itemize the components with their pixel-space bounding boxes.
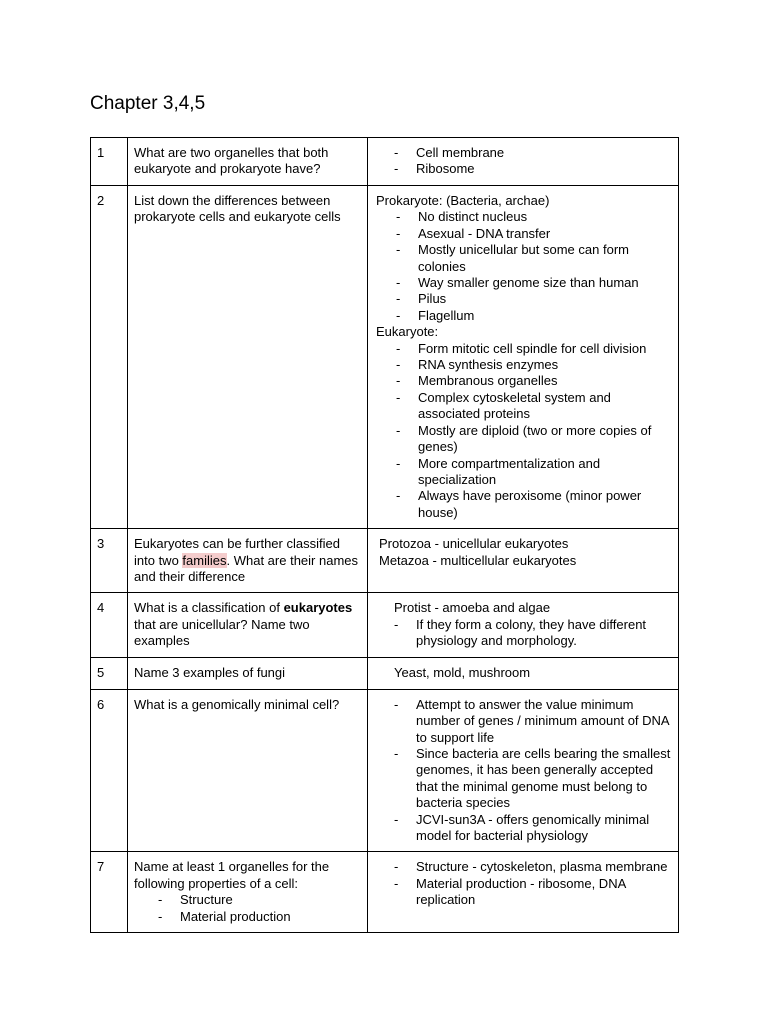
list-item: - Way smaller genome size than human xyxy=(396,275,672,291)
list-item: - Cell membrane xyxy=(394,145,672,161)
row-number: 2 xyxy=(91,186,128,529)
question-table xyxy=(90,137,679,933)
list-item: - Pilus xyxy=(396,291,672,307)
question-cell xyxy=(128,529,368,593)
list-item: - More compartmentalization and specialization xyxy=(396,456,672,489)
question-text: Name at least 1 organelles for the following properties of a cell: xyxy=(134,859,330,891)
question-cell: What is a genomically minimal cell? xyxy=(128,689,368,852)
list-item: - Attempt to answer the value minimum number of genes / minimum amount of DNA to support life xyxy=(394,697,672,746)
answer-cell xyxy=(368,529,679,593)
answer-cell xyxy=(368,138,679,186)
answer-cell xyxy=(368,852,679,933)
page-title: Chapter 3,4,5 xyxy=(90,93,206,114)
answer-line: Metazoa - multicellular eukaryotes xyxy=(379,552,577,568)
table-row xyxy=(91,186,679,529)
group-heading: Eukaryote: xyxy=(376,324,439,340)
list-item: - Mostly unicellular but some can form colonies xyxy=(396,242,672,275)
list-item: - Material production xyxy=(158,909,361,925)
list-item: - Mostly are diploid (two or more copies of genes) xyxy=(396,423,672,456)
row-number: 5 xyxy=(91,658,128,689)
question-sublist xyxy=(134,892,361,925)
list-item: - RNA synthesis enzymes xyxy=(396,357,672,373)
table-row xyxy=(91,658,679,689)
answer-list xyxy=(374,697,672,845)
highlighted-word: families xyxy=(182,552,227,568)
question-cell xyxy=(128,593,368,658)
row-number: 6 xyxy=(91,689,128,852)
list-item: - Always have peroxisome (minor power house) xyxy=(396,488,672,521)
list-item: - Asexual - DNA transfer xyxy=(396,226,672,242)
row-number: 4 xyxy=(91,593,128,658)
group-heading: Prokaryote: (Bacteria, archae) xyxy=(376,193,550,208)
answer-list xyxy=(374,617,672,650)
answer-cell xyxy=(368,593,679,658)
question-cell: What are two organelles that both eukaryote and prokaryote have? xyxy=(128,138,368,186)
answer-list xyxy=(376,341,672,521)
row-number: 1 xyxy=(91,138,128,186)
list-item: - Flagellum xyxy=(396,308,672,324)
answer-list xyxy=(374,145,672,178)
list-item: - Structure xyxy=(158,892,361,908)
answer-list xyxy=(376,209,672,324)
question-text: Eukaryotes can be further classified into two xyxy=(134,536,340,568)
question-cell: List down the differences between prokaryote cells and eukaryote cells xyxy=(128,186,368,529)
list-item: - Ribosome xyxy=(394,161,672,177)
list-item: - Membranous organelles xyxy=(396,373,672,389)
list-item: - Since bacteria are cells bearing the smallest genomes, it has been generally accepted that the minimal genome must belong to bacteria species xyxy=(394,746,672,812)
list-item: - No distinct nucleus xyxy=(396,209,672,225)
answer-cell xyxy=(368,658,679,689)
question-text: . What are their names and their difference xyxy=(134,552,358,584)
answer-cell xyxy=(368,689,679,852)
table-row xyxy=(91,689,679,852)
list-item: - Form mitotic cell spindle for cell division xyxy=(396,341,672,357)
answer-cell xyxy=(368,186,679,529)
table-row xyxy=(91,529,679,593)
question-cell: Name 3 examples of fungi xyxy=(128,658,368,689)
answer-line: Yeast, mold, mushroom xyxy=(394,665,531,681)
table-row xyxy=(91,593,679,658)
answer-line: Protist - amoeba and algae xyxy=(394,600,551,616)
row-number: 7 xyxy=(91,852,128,933)
question-cell xyxy=(128,852,368,933)
bold-word: eukaryotes xyxy=(283,600,353,616)
question-text: What is a classification of xyxy=(134,600,284,616)
table-row xyxy=(91,138,679,186)
list-item: - Structure - cytoskeleton, plasma membrane xyxy=(394,859,672,875)
list-item: - Complex cytoskeletal system and associated proteins xyxy=(396,390,672,423)
list-item: - JCVI-sun3A - offers genomically minimal model for bacterial physiology xyxy=(394,812,672,845)
answer-line: Protozoa - unicellular eukaryotes xyxy=(379,536,569,552)
list-item: - Material production - ribosome, DNA replication xyxy=(394,876,672,909)
table-row xyxy=(91,852,679,933)
question-text: that are unicellular? Name two examples xyxy=(134,616,310,649)
list-item: - If they form a colony, they have different physiology and morphology. xyxy=(394,617,672,650)
answer-list xyxy=(374,859,672,908)
row-number: 3 xyxy=(91,529,128,593)
